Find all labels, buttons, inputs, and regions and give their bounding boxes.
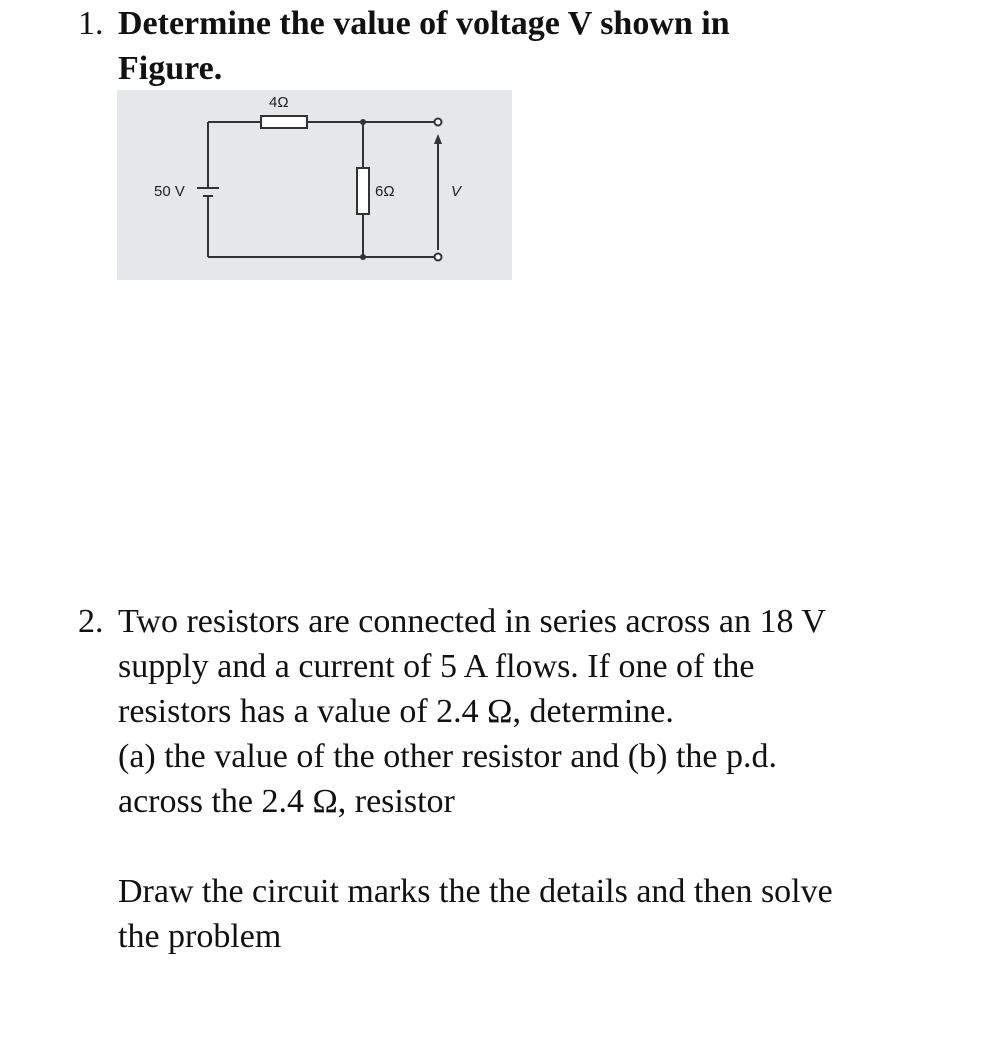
question-2-line-3: resistors has a value of 2.4 Ω, determine. bbox=[118, 693, 674, 730]
source-voltage-label: 50 V bbox=[154, 183, 185, 200]
question-1-number: 1. bbox=[78, 5, 104, 42]
shunt-resistor-label: 6Ω bbox=[375, 183, 395, 200]
instruction-line-1: Draw the circuit marks the the details and then solve bbox=[118, 873, 833, 910]
voltage-arrow-head bbox=[434, 134, 442, 144]
question-1 bbox=[78, 1, 958, 91]
circuit-figure bbox=[117, 90, 512, 280]
question-1-line-1: Determine the value of voltage V shown in bbox=[118, 5, 730, 42]
junction-top bbox=[360, 119, 366, 125]
question-2-line-5: across the 2.4 Ω, resistor bbox=[118, 783, 455, 820]
question-2-line-4: (a) the value of the other resistor and (b) the p.d. bbox=[118, 738, 777, 775]
resistor-6-ohm bbox=[357, 168, 369, 214]
terminal-top bbox=[435, 119, 442, 126]
question-2-number: 2. bbox=[78, 603, 104, 640]
junction-bottom bbox=[360, 254, 366, 260]
question-2-line-2: supply and a current of 5 A flows. If one of the bbox=[118, 648, 755, 685]
instruction-line-2: the problem bbox=[118, 918, 282, 955]
circuit-diagram bbox=[117, 90, 512, 280]
series-resistor-label: 4Ω bbox=[269, 94, 289, 111]
terminal-bottom bbox=[435, 254, 442, 261]
question-1-line-2: Figure. bbox=[118, 50, 223, 87]
output-voltage-label: V bbox=[451, 183, 462, 200]
resistor-4-ohm bbox=[261, 116, 307, 128]
question-2-line-1: Two resistors are connected in series across an 18 V bbox=[118, 603, 826, 640]
question-2 bbox=[78, 599, 978, 959]
